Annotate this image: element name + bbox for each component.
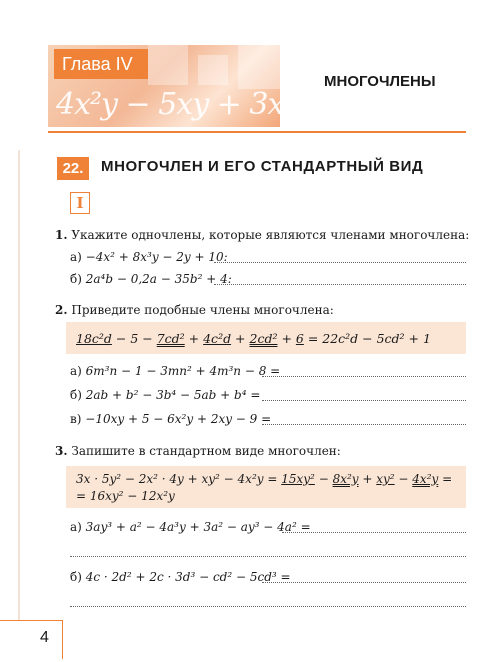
task-3a (70, 520, 311, 534)
banner-tile (198, 55, 228, 85)
answer-line[interactable] (70, 556, 466, 557)
answer-line[interactable] (262, 400, 466, 401)
item-label: б) (70, 388, 82, 402)
example-op: + (358, 472, 377, 486)
example-term: 15xy² (281, 472, 315, 486)
task-2b (70, 388, 260, 402)
task-1b (70, 272, 232, 286)
answer-line[interactable] (262, 376, 466, 377)
item-expression: 2ab + b² − 3b⁴ − 5ab + b⁴ = (85, 388, 261, 402)
banner-tile (238, 45, 280, 89)
example-term: xy² (376, 472, 395, 486)
example-op: − 5 − (111, 331, 157, 346)
section-number: 22. (57, 157, 89, 180)
example-op: + (277, 331, 296, 346)
task-text: Запишите в стандартном виде многочлен: (71, 444, 341, 458)
header-rule (48, 131, 466, 133)
task-2 (55, 303, 334, 317)
banner-tile (148, 45, 188, 85)
task-2a (70, 364, 280, 378)
task-text: Укажите одночлены, которые являются членами многочлена: (71, 228, 470, 242)
example-op: = (438, 472, 453, 486)
example-op: + (231, 331, 250, 346)
item-label: а) (70, 250, 82, 264)
chapter-header (48, 45, 458, 127)
task-number: 3. (55, 444, 68, 458)
page-number: 4 (40, 629, 49, 646)
item-expression: −4x² + 8x³y − 2y + 10: (85, 250, 228, 264)
item-expression: −10xy + 5 − 6x²y + 2xy − 9 = (85, 412, 272, 426)
task-2c (70, 412, 271, 426)
page-margin-line (18, 150, 20, 620)
task-3-example-line1 (76, 472, 452, 486)
example-op: + (184, 331, 204, 346)
task-2-example (76, 331, 431, 346)
item-label: в) (70, 412, 82, 426)
task-3b (70, 570, 291, 584)
task-number: 1. (55, 228, 68, 242)
example-term: 18c²d (76, 331, 112, 346)
task-3 (55, 444, 341, 458)
task-number: 2. (55, 303, 68, 317)
answer-line[interactable] (214, 284, 466, 285)
item-label: б) (70, 570, 82, 584)
answer-line[interactable] (214, 262, 466, 263)
level-badge: I (70, 192, 90, 214)
task-3-example-line2: = 16xy² − 12x²y (76, 489, 175, 503)
answer-line[interactable] (262, 424, 466, 425)
answer-line[interactable] (282, 532, 466, 533)
example-term: 7cd² (156, 331, 185, 346)
item-label: б) (70, 272, 82, 286)
answer-line[interactable] (262, 582, 466, 583)
answer-line[interactable] (70, 606, 466, 607)
example-result: = 22c²d − 5cd² + 1 (303, 331, 431, 346)
example-term: 4x²y (412, 472, 439, 486)
example-term: 4c²d (203, 331, 232, 346)
item-expression: 6m³n − 1 − 3mn² + 4m³n − 8 = (85, 364, 281, 378)
example-op: − (314, 472, 333, 486)
example-expr: 3x · 5y² − 2x² · 4y + xy² − 4x²y = (76, 472, 282, 486)
item-label: а) (70, 364, 82, 378)
item-expression: 4c · 2d² + 2c · 3d³ − cd² − 5cd³ = (85, 570, 291, 584)
chapter-banner (48, 45, 343, 127)
example-term: 8x²y (332, 472, 359, 486)
task-text: Приведите подобные члены многочлена: (71, 303, 334, 317)
page-number-box (0, 620, 63, 659)
task-1 (55, 228, 469, 242)
chapter-title: МНОГОЧЛЕНЫ (324, 73, 436, 90)
chapter-label: Глава IV (54, 49, 148, 79)
task-1a (70, 250, 228, 264)
example-term: 2cd² (249, 331, 278, 346)
item-expression: 3ay³ + a² − 4a³y + 3a² − ay³ − 4a² = (85, 520, 311, 534)
item-label: а) (70, 520, 82, 534)
example-op: − (394, 472, 413, 486)
chapter-formula: 4x²y − 5xy + 3x − 1 (56, 87, 343, 122)
example-term: 6 (295, 331, 304, 346)
section-title: МНОГОЧЛЕН И ЕГО СТАНДАРТНЫЙ ВИД (101, 158, 424, 175)
item-expression: 2a⁴b − 0,2a − 35b² + 4: (85, 272, 232, 286)
